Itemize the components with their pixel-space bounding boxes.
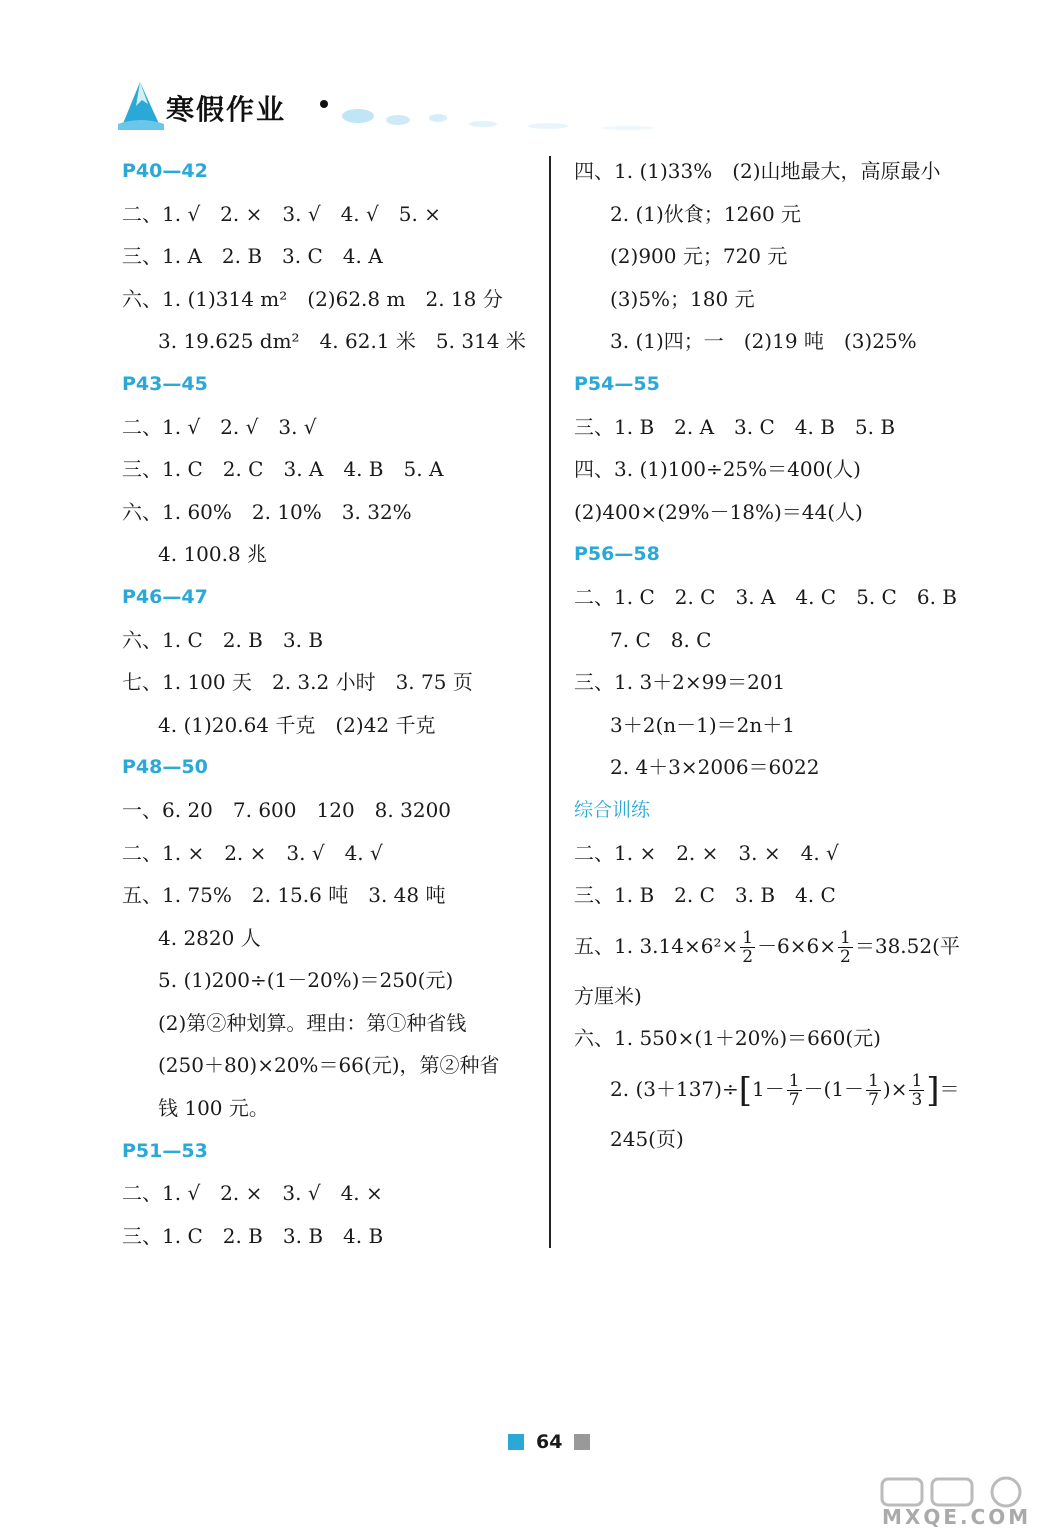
fraction: [838, 929, 853, 966]
page-number: 64: [536, 1431, 563, 1453]
watermark-logo-icon: [878, 1475, 1048, 1509]
page-header: [118, 80, 758, 140]
answer-line: (2)400×(29%－18%)＝44(人): [574, 499, 863, 524]
answer-line: 三、1. B 2. C 3. B 4. C: [574, 883, 836, 908]
denominator: 7: [788, 1089, 800, 1110]
answer-line: 一、6. 20 7. 600 120 8. 3200: [122, 797, 452, 822]
left-column: [122, 150, 542, 1257]
numerator: 1: [868, 1070, 879, 1091]
answer-line: 四、1. (1)33% (2)山地最大，高原最小: [574, 159, 941, 183]
answer-line: 2. 4＋3×2006＝6022: [610, 755, 820, 780]
answer-line: (3)5%；180 元: [610, 286, 755, 311]
bracket: [: [738, 1070, 752, 1111]
fraction: [787, 1072, 802, 1109]
answer-line: 方厘米): [574, 983, 642, 1008]
answer-line: (2)900 元；720 元: [610, 244, 788, 269]
answer-line: 七、1. 100 天 2. 3.2 小时 3. 75 页: [122, 670, 473, 695]
header-title: 寒假作业: [166, 93, 287, 126]
answer-line: 四、3. (1)100÷25%＝400(人): [574, 457, 861, 482]
numerator: 1: [840, 927, 851, 948]
answer-line: 4. (1)20.64 千克 (2)42 千克: [158, 712, 436, 737]
gray-square-icon: [574, 1434, 590, 1450]
answer-line: 5. (1)200÷(1－20%)＝250(元): [158, 968, 454, 993]
mountain-logo-icon: [118, 80, 164, 132]
numerator: 1: [911, 1070, 923, 1091]
fraction: [866, 1072, 881, 1109]
denominator: 3: [911, 1089, 923, 1110]
answer-line: 4. 100.8 兆: [158, 542, 268, 567]
watermark: [878, 1475, 1048, 1531]
page-footer: [508, 1430, 590, 1454]
answer-line: [574, 1060, 994, 1118]
text-part: －6×6×: [757, 933, 837, 958]
denominator: 2: [742, 946, 754, 967]
answer-line: 三、1. 3＋2×99＝201: [574, 670, 786, 695]
answer-line: 3. 19.625 dm² 4. 62.1 米 5. 314 米: [158, 329, 526, 354]
answer-line: (250＋80)×20%＝66(元)，第②种省: [158, 1053, 500, 1078]
numerator: 1: [742, 927, 754, 948]
denominator: 7: [868, 1089, 879, 1110]
right-column: [574, 150, 994, 1160]
answer-line: 六、1. C 2. B 3. B: [122, 627, 324, 652]
answer-line: 7. C 8. C: [610, 627, 712, 652]
section-heading: P54—55: [574, 372, 660, 395]
answer-line: 六、1. 60% 2. 10% 3. 32%: [122, 499, 412, 524]
answer-line: 五、1. 75% 2. 15.6 吨 3. 48 吨: [122, 883, 446, 908]
section-heading: P40—42: [122, 160, 208, 182]
watermark-text: MXQE.COM: [882, 1505, 1032, 1529]
numerator: 1: [788, 1070, 800, 1091]
section-heading: P51—53: [122, 1139, 208, 1162]
answer-line: 245(页): [610, 1126, 684, 1151]
answer-line: 二、1. × 2. × 3. √ 4. √: [122, 840, 383, 865]
answer-line: (2)第②种划算。理由：第①种省钱: [158, 1010, 467, 1035]
answer-line: 六、1. 550×(1＋20%)＝660(元): [574, 1026, 881, 1051]
section-heading: P48—50: [122, 756, 208, 779]
section-heading: P56—58: [574, 543, 660, 566]
column-divider: [549, 156, 551, 1248]
denominator: 2: [840, 946, 851, 967]
text-part: )×: [882, 1076, 908, 1101]
answer-line: 3＋2(n－1)＝2n＋1: [610, 712, 795, 737]
answer-line: 3. (1)四；一 (2)19 吨 (3)25%: [610, 329, 917, 354]
answer-line: 三、1. C 2. B 3. B 4. B: [122, 1223, 384, 1248]
answer-line: 钱 100 元。: [158, 1096, 269, 1121]
text-part: ＝38.52(平: [854, 933, 960, 958]
blue-square-icon: [508, 1434, 524, 1450]
answer-line: 二、1. × 2. × 3. × 4. √: [574, 840, 839, 865]
text-part: 五、1. 3.14×6²×: [574, 933, 739, 958]
answer-line: 三、1. C 2. C 3. A 4. B 5. A: [122, 457, 444, 482]
header-decoration: [318, 94, 738, 134]
answer-line: 二、1. √ 2. × 3. √ 4. √ 5. ×: [122, 201, 441, 226]
text-part: －(1－: [803, 1076, 865, 1101]
answer-line: 二、1. C 2. C 3. A 4. C 5. C 6. B: [574, 584, 957, 609]
fraction: [909, 1072, 924, 1109]
fraction: [740, 929, 755, 966]
answer-line: 2. (1)伙食；1260 元: [610, 201, 802, 226]
text-part: 2. (3＋137)÷: [610, 1076, 739, 1101]
answer-line: 三、1. B 2. A 3. C 4. B 5. B: [574, 414, 896, 439]
text-part: 1－: [751, 1076, 785, 1101]
answer-line: 4. 2820 人: [158, 925, 261, 950]
answer-line: [574, 917, 994, 975]
answer-line: 三、1. A 2. B 3. C 4. A: [122, 244, 383, 269]
section-heading: P43—45: [122, 372, 208, 395]
answer-line: 二、1. √ 2. √ 3. √: [122, 414, 317, 439]
answer-line: 六、1. (1)314 m² (2)62.8 m 2. 18 分: [122, 286, 503, 311]
answer-line: 二、1. √ 2. × 3. √ 4. ×: [122, 1181, 383, 1206]
section-heading: 综合训练: [574, 798, 651, 821]
text-part: ＝: [939, 1076, 960, 1101]
bracket: ]: [926, 1070, 940, 1111]
section-heading: P46—47: [122, 585, 208, 608]
